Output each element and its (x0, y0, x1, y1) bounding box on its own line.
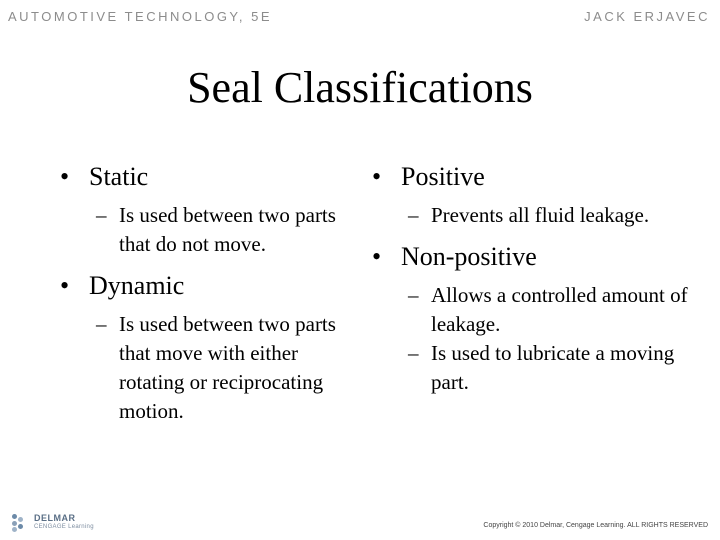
sub-bullet-text: Allows a controlled amount of leakage. (431, 283, 688, 336)
publisher-logo (12, 514, 94, 532)
sub-bullet-text: Is used to lubricate a moving part. (431, 341, 675, 394)
sub-dash: – (408, 203, 419, 227)
sub-bullet (60, 310, 350, 426)
sub-bullet-text: Prevents all fluid leakage. (431, 203, 650, 227)
book-title-header: AUTOMOTIVE TECHNOLOGY, 5E (8, 9, 273, 24)
copyright-notice: Copyright © 2010 Delmar, Cengage Learning. ALL RIGHTS RESERVED (483, 522, 708, 529)
sub-bullet (60, 201, 350, 259)
logo-icon (12, 514, 30, 532)
bullet-dot: • (372, 242, 382, 271)
bullet-dot: • (372, 162, 382, 191)
sub-bullet (372, 281, 692, 339)
sub-dash: – (408, 341, 419, 365)
slide-title: Seal Classifications (187, 63, 533, 112)
sub-bullet-text: Is used between two parts that do not move. (119, 203, 336, 256)
sub-dash: – (96, 203, 107, 227)
logo-subtitle: CENGAGE Learning (34, 524, 94, 530)
bullet-non-positive (372, 240, 692, 274)
sub-bullet (372, 201, 692, 230)
right-column (372, 160, 692, 397)
left-column (60, 160, 350, 426)
bullet-dot: • (60, 162, 70, 191)
sub-bullet (372, 339, 692, 397)
bullet-dot: • (60, 271, 70, 300)
bullet-static (60, 160, 350, 194)
bullet-positive (372, 160, 692, 194)
sub-bullet-text: Is used between two parts that move with either rotating or reciprocating motion. (119, 312, 336, 423)
logo-name: DELMAR (34, 513, 76, 523)
sub-dash: – (408, 283, 419, 307)
bullet-text: Positive (401, 162, 485, 191)
bullet-text: Dynamic (89, 271, 185, 300)
bullet-text: Non-positive (401, 242, 537, 271)
bullet-dynamic (60, 269, 350, 303)
author-header: JACK ERJAVEC (584, 9, 710, 24)
bullet-text: Static (89, 162, 149, 191)
sub-dash: – (96, 312, 107, 336)
